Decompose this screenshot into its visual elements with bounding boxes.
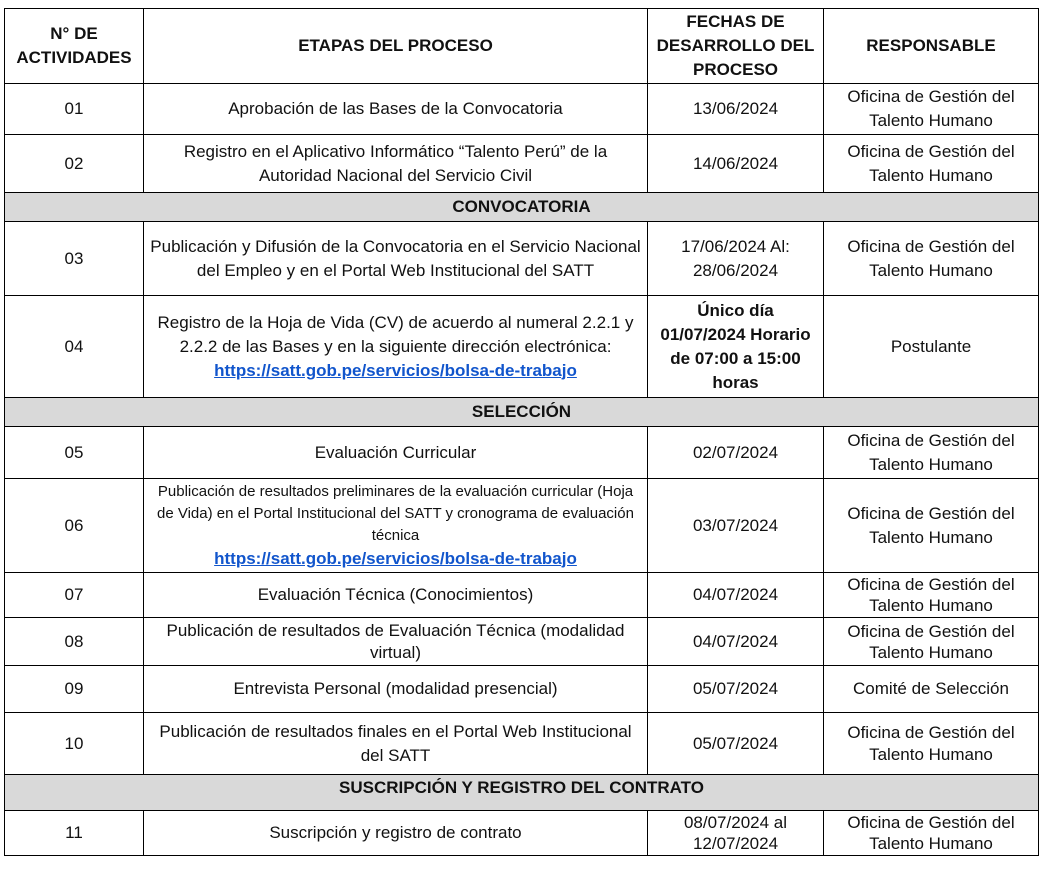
section-row-seleccion xyxy=(5,398,1039,427)
row-num: 08 xyxy=(5,618,144,666)
row-num: 01 xyxy=(5,84,144,135)
row-num: 09 xyxy=(5,666,144,713)
row-responsable: Oficina de Gestión del Talento Humano xyxy=(824,573,1039,618)
row-etapa: Registro de la Hoja de Vida (CV) de acuerdo al numeral 2.2.1 y 2.2.2 de las Bases y en la siguiente dirección electrónica: xyxy=(157,312,634,356)
row-etapa: Entrevista Personal (modalidad presencial) xyxy=(144,666,648,713)
row-responsable: Comité de Selección xyxy=(824,666,1039,713)
row-responsable: Oficina de Gestión del Talento Humano xyxy=(824,222,1039,296)
table-row xyxy=(5,811,1039,856)
row-fecha: 02/07/2024 xyxy=(648,427,824,479)
row-etapa-cell xyxy=(144,479,648,573)
section-title: CONVOCATORIA xyxy=(5,193,1039,222)
row-fecha: 17/06/2024 Al: 28/06/2024 xyxy=(648,222,824,296)
row-etapa: Aprobación de las Bases de la Convocatoria xyxy=(144,84,648,135)
row-fecha: 13/06/2024 xyxy=(648,84,824,135)
row-num: 06 xyxy=(5,479,144,573)
row-etapa: Suscripción y registro de contrato xyxy=(144,811,648,856)
table-row xyxy=(5,713,1039,775)
bolsa-de-trabajo-link[interactable]: https://satt.gob.pe/servicios/bolsa-de-trabajo xyxy=(214,548,577,568)
header-responsable: RESPONSABLE xyxy=(824,9,1039,84)
row-num: 07 xyxy=(5,573,144,618)
table-row xyxy=(5,666,1039,713)
schedule-table xyxy=(4,8,1039,856)
table-row xyxy=(5,84,1039,135)
table-row xyxy=(5,618,1039,666)
row-fecha: 04/07/2024 xyxy=(648,618,824,666)
section-row-convocatoria xyxy=(5,193,1039,222)
table-row xyxy=(5,296,1039,398)
row-etapa: Publicación de resultados de Evaluación Técnica (modalidad virtual) xyxy=(144,618,648,666)
header-etapas: ETAPAS DEL PROCESO xyxy=(144,9,648,84)
row-fecha: 05/07/2024 xyxy=(648,713,824,775)
row-fecha: Único día 01/07/2024 Horario de 07:00 a 15:00 horas xyxy=(648,296,824,398)
row-etapa: Publicación de resultados preliminares de la evaluación curricular (Hoja de Vida) en el Portal Institucional del SATT y cronograma de evaluación técnica xyxy=(157,482,634,544)
row-fecha: 04/07/2024 xyxy=(648,573,824,618)
section-title: SUSCRIPCIÓN Y REGISTRO DEL CONTRATO xyxy=(5,775,1039,811)
row-num: 04 xyxy=(5,296,144,398)
header-num: N° DE ACTIVIDADES xyxy=(5,9,144,84)
row-fecha: 03/07/2024 xyxy=(648,479,824,573)
row-responsable: Postulante xyxy=(824,296,1039,398)
row-num: 05 xyxy=(5,427,144,479)
row-responsable: Oficina de Gestión del Talento Humano xyxy=(824,811,1039,856)
table-row xyxy=(5,222,1039,296)
row-fecha: 05/07/2024 xyxy=(648,666,824,713)
bolsa-de-trabajo-link[interactable]: https://satt.gob.pe/servicios/bolsa-de-trabajo xyxy=(214,360,577,380)
section-title: SELECCIÓN xyxy=(5,398,1039,427)
row-num: 11 xyxy=(5,811,144,856)
row-responsable: Oficina de Gestión del Talento Humano xyxy=(824,84,1039,135)
row-etapa: Evaluación Curricular xyxy=(144,427,648,479)
row-responsable: Oficina de Gestión del Talento Humano xyxy=(824,713,1039,775)
header-row xyxy=(5,9,1039,84)
table-row xyxy=(5,427,1039,479)
table-row xyxy=(5,479,1039,573)
table-row xyxy=(5,573,1039,618)
header-fechas: FECHAS DE DESARROLLO DEL PROCESO xyxy=(648,9,824,84)
row-responsable: Oficina de Gestión del Talento Humano xyxy=(824,135,1039,193)
row-num: 03 xyxy=(5,222,144,296)
row-etapa: Publicación y Difusión de la Convocatoria en el Servicio Nacional del Empleo y en el Portal Web Institucional del SATT xyxy=(144,222,648,296)
row-etapa: Publicación de resultados finales en el Portal Web Institucional del SATT xyxy=(144,713,648,775)
row-etapa-cell xyxy=(144,296,648,398)
row-num: 02 xyxy=(5,135,144,193)
row-etapa: Evaluación Técnica (Conocimientos) xyxy=(144,573,648,618)
row-responsable: Oficina de Gestión del Talento Humano xyxy=(824,427,1039,479)
row-fecha: 08/07/2024 al 12/07/2024 xyxy=(648,811,824,856)
row-num: 10 xyxy=(5,713,144,775)
row-responsable: Oficina de Gestión del Talento Humano xyxy=(824,479,1039,573)
row-etapa: Registro en el Aplicativo Informático “Talento Perú” de la Autoridad Nacional del Servicio Civil xyxy=(144,135,648,193)
section-row-suscripcion xyxy=(5,775,1039,811)
row-responsable: Oficina de Gestión del Talento Humano xyxy=(824,618,1039,666)
table-row xyxy=(5,135,1039,193)
row-fecha: 14/06/2024 xyxy=(648,135,824,193)
